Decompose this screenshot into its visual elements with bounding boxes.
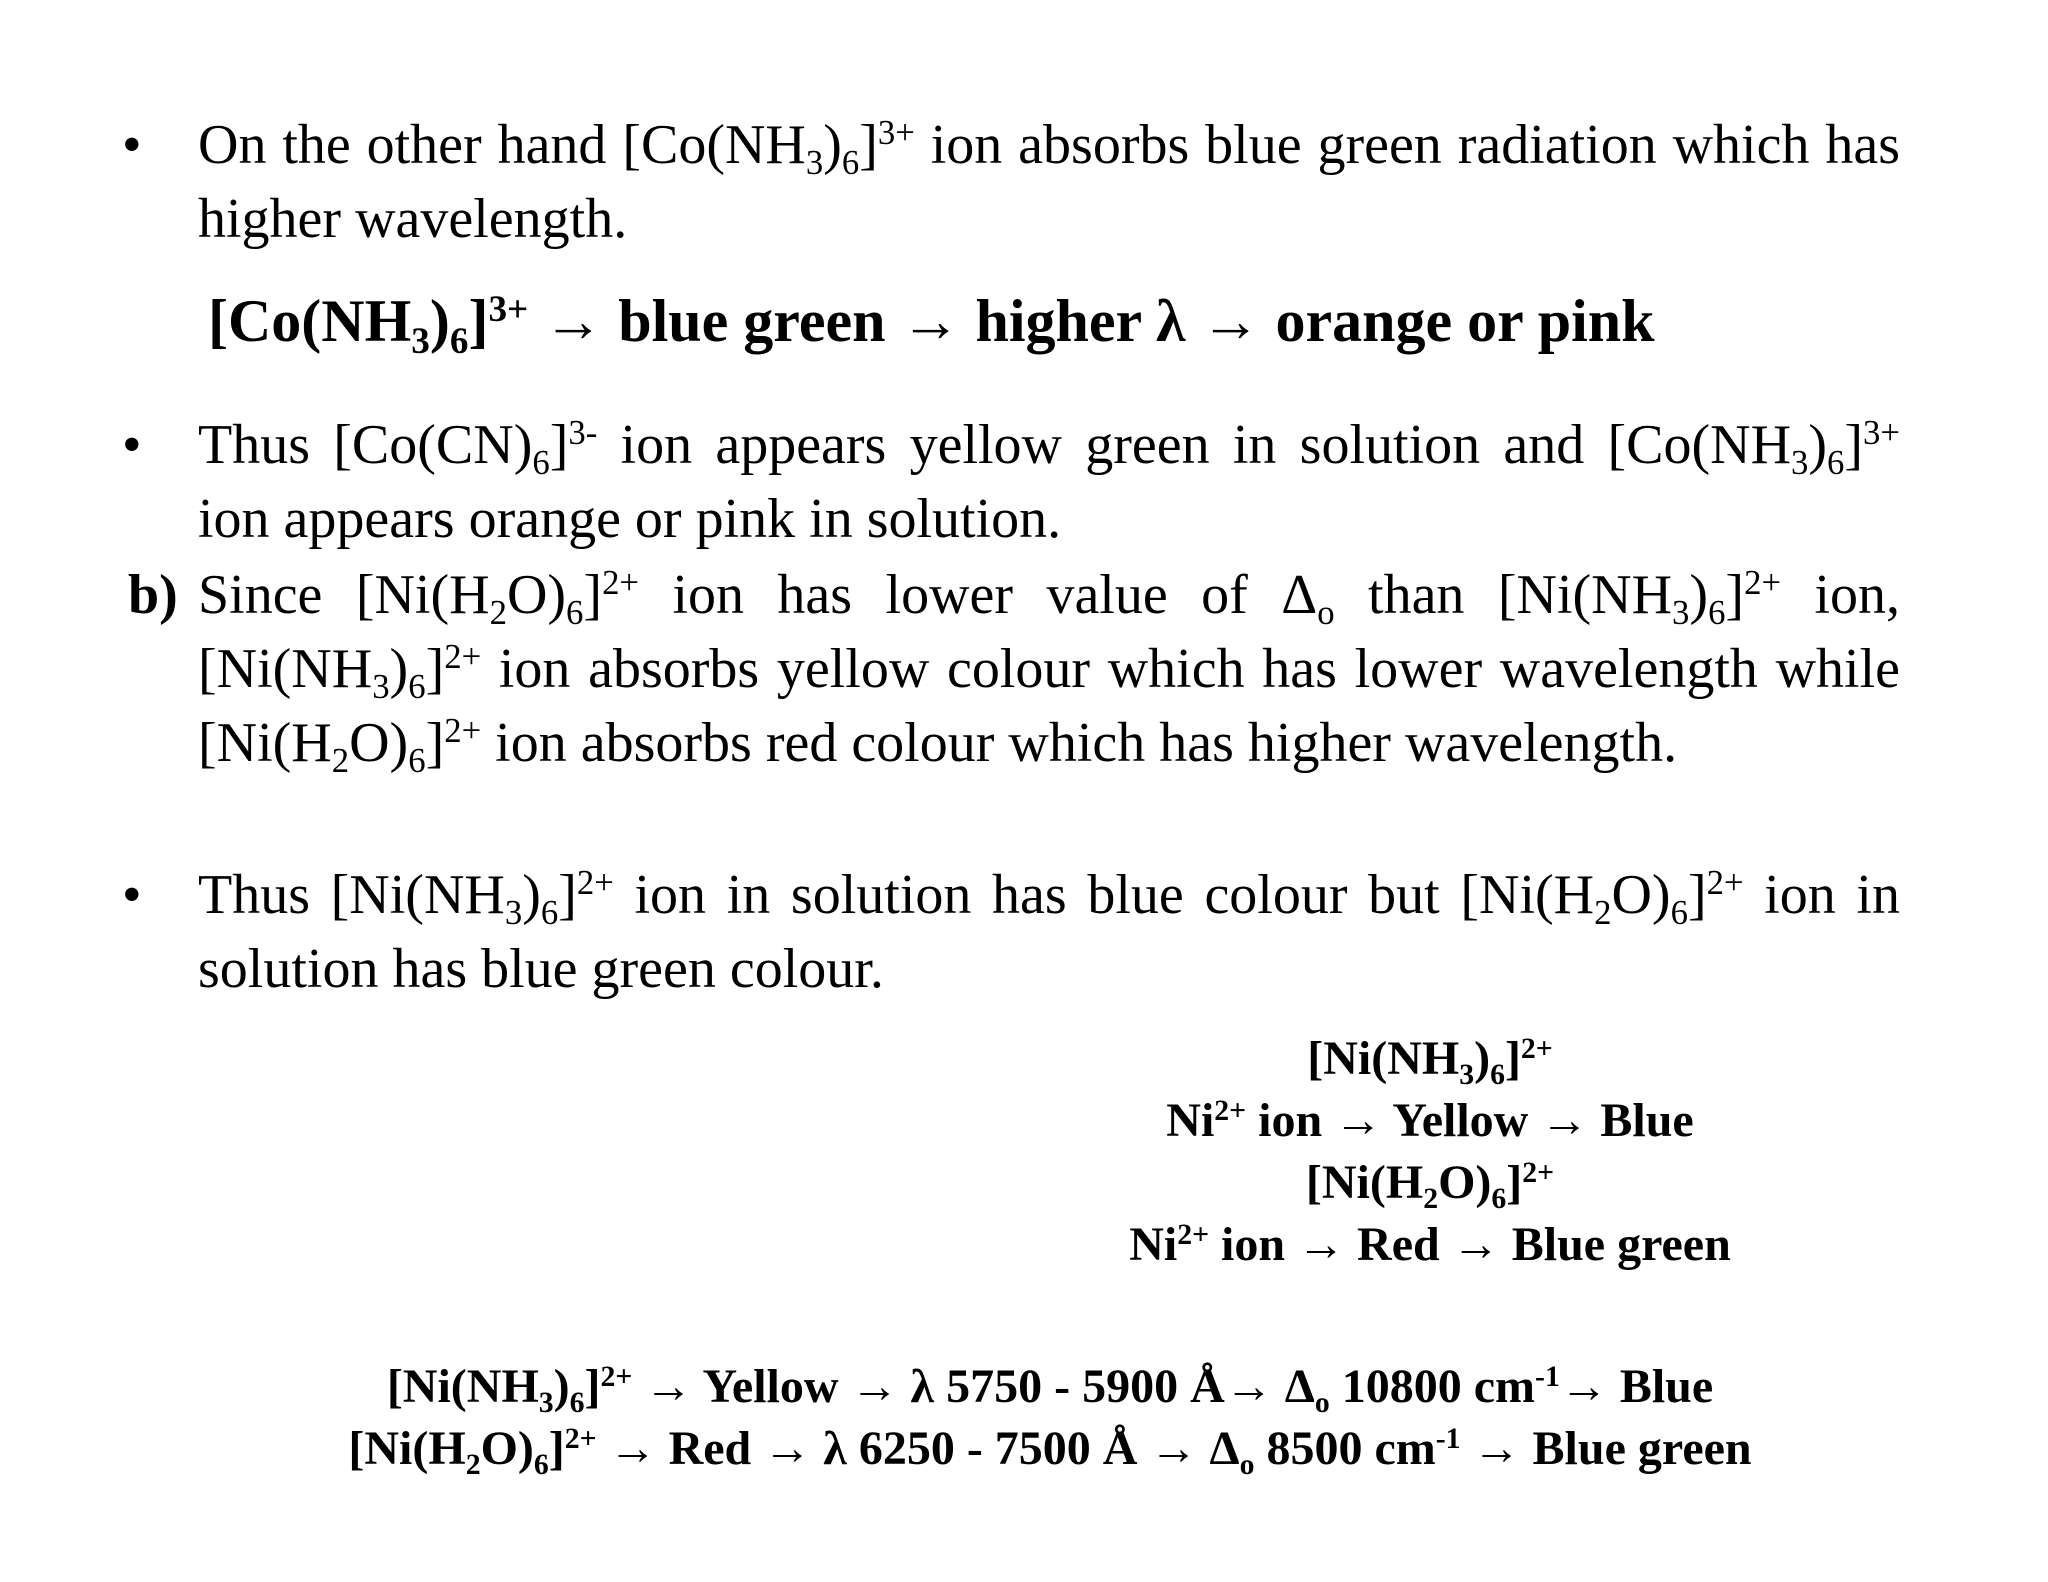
- scheme-line-ni-nh3: $[Ni(NH_3)_6]^{2+}$: [1307, 1031, 1553, 1091]
- scheme-line-ni-h2o: $[Ni(H_2O)_6]^{2+}$: [1305, 1155, 1555, 1215]
- paragraph-co-nh3-absorbs: On the other hand $[Co(NH_3)_6]^{3+}$ ion absorbs blue green radiation which has higher wavelength.: [198, 112, 1900, 250]
- scheme-ni-colours: [1030, 1028, 1830, 1276]
- bullet-3: •: [122, 864, 142, 926]
- paragraph-ni-colours: Thus $[Ni(NH_3)_6]^{2+}$ ion in solution has blue colour but $[Ni(H_2O)_6]^{2+}$ ion in solution has blue green colour.: [198, 862, 1900, 1000]
- paragraph-ni-comparison: Since $[Ni(H_2O)_6]^{2+}$ ion has lower value of $\Delta_o$ than $[Ni(NH_3)_6]^{2+}$ ion, $[Ni(NH_3)_6]^{2+}$ ion absorbs yellow colour which has lower wavelength while $[Ni(H_2O)_6]^{2+}$ ion absorbs red colour which has higher wavelength.: [198, 562, 1901, 781]
- bullet-1: •: [122, 114, 142, 176]
- summary-row-ni-h2o: $[Ni(H_2O)_6]^{2+}$ → Red → λ 6250 - 7500 Å → $\Delta_o$ 8500 $cm^{-1}$ → Blue green: [348, 1421, 1752, 1481]
- scheme-line-red-blue-green: $Ni^{2+}$ ion → Red → Blue green: [1129, 1217, 1731, 1271]
- paragraph-co-cn-yellow-green: Thus $[Co(CN)_6]^{3-}$ ion appears yellow green in solution and $[Co(NH_3)_6]^{3+}$ ion appears orange or pink in solution.: [198, 412, 1900, 550]
- equation-co-nh3-colour: $[Co(NH_3)_6]^{3+}$ → blue green → higher λ → orange or pink: [208, 288, 1655, 363]
- summary-row-ni-nh3: $[Ni(NH_3)_6]^{2+}$ → Yellow → λ 5750 - 5900 Å→ $\Delta_o$ 10800 $cm^{-1}\to$ Blue: [386, 1359, 1714, 1419]
- bullet-2: •: [122, 414, 142, 476]
- scheme-line-yellow-blue: $Ni^{2+}$ ion → Yellow → Blue: [1166, 1093, 1694, 1147]
- summary-table: [150, 1356, 1950, 1480]
- label-b: b): [128, 564, 178, 626]
